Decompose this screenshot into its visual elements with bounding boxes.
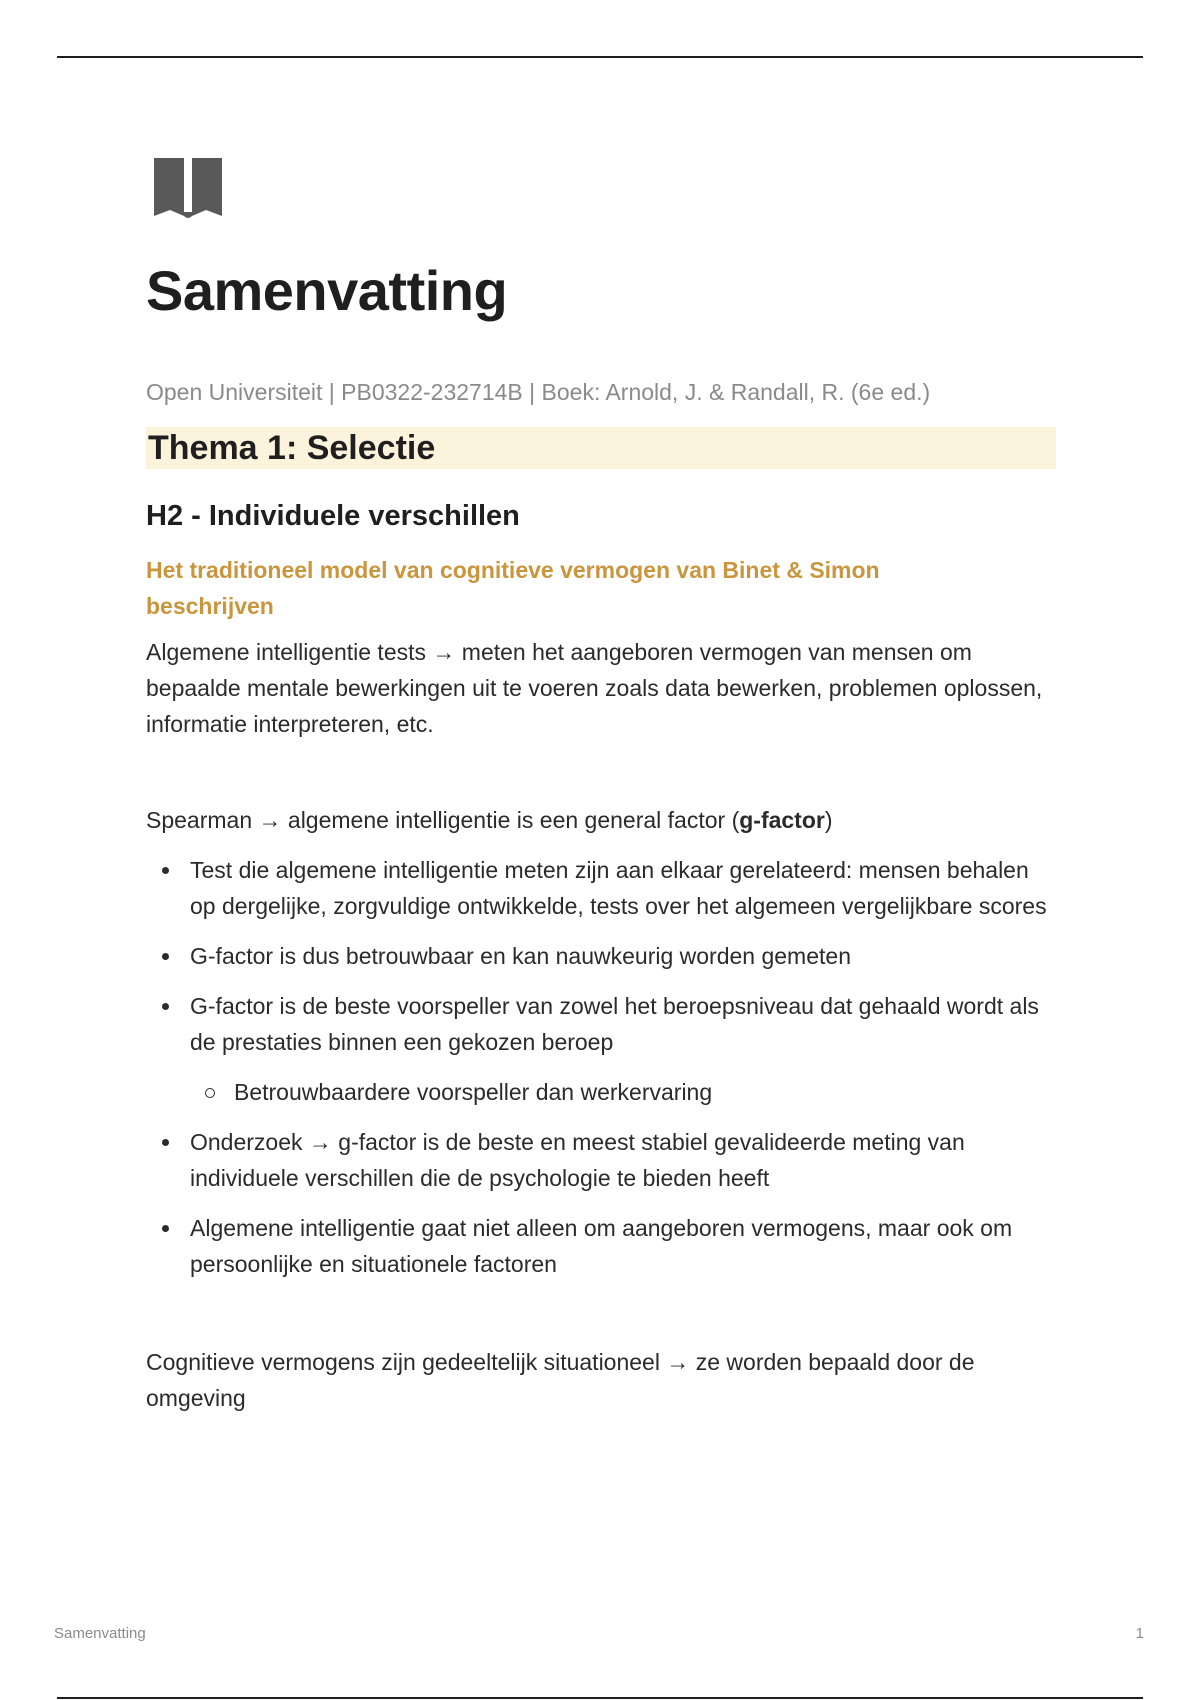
spacer <box>146 1296 1056 1344</box>
section-subheading: Het traditioneel model van cognitieve vermogen van Binet & Simon beschrijven <box>146 557 880 620</box>
document-content <box>146 150 1056 1416</box>
bottom-rule <box>57 1697 1143 1699</box>
bullet-list <box>146 852 1056 1282</box>
book-icon <box>148 150 228 230</box>
spearman-close: ) <box>824 807 833 834</box>
theme-heading: Thema 1: Selectie <box>146 427 1056 469</box>
list-item-with-sublist <box>146 988 1056 1110</box>
list-item: Test die algemene intelligentie meten zijn aan elkaar gerelateerd: mensen behalen op dergelijke, zorgvuldige ontwikkelde, tests over het algemeen vergelijkbare scores <box>146 852 1056 924</box>
page-subtitle: Open Universiteit | PB0322-232714B | Boek: Arnold, J. & Randall, R. (6e ed.) <box>146 378 931 405</box>
top-rule <box>57 56 1143 58</box>
footer-title: Samenvatting <box>54 1625 146 1642</box>
list-item: Onderzoek → g-factor is de beste en meest stabiel gevalideerde meting van individuele verschillen die de psychologie te bieden heeft <box>146 1124 1056 1196</box>
list-item: Algemene intelligentie gaat niet alleen om aangeboren vermogens, maar ook om persoonlijke en situationele factoren <box>146 1210 1056 1282</box>
intro-paragraph: Algemene intelligentie tests → meten het aangeboren vermogen van mensen om bepaalde mentale bewerkingen uit te voeren zoals data bewerken, problemen oplossen, informatie interpreteren, etc. <box>146 639 1043 738</box>
section-heading: H2 - Individuele verschillen <box>146 500 520 533</box>
sub-list-item: Betrouwbaardere voorspeller dan werkervaring <box>190 1074 1056 1110</box>
page-title: Samenvatting <box>146 259 508 322</box>
sub-bullet-list <box>190 1074 1056 1110</box>
footer-page-number: 1 <box>1135 1625 1144 1642</box>
spearman-text: Spearman → algemene intelligentie is een general factor ( <box>146 807 740 834</box>
list-item-text: G-factor is de beste voorspeller van zowel het beroepsniveau dat gehaald wordt als de prestaties binnen een gekozen beroep <box>190 993 1039 1056</box>
closing-paragraph: Cognitieve vermogens zijn gedeeltelijk situationeel → ze worden bepaald door de omgeving <box>146 1349 975 1412</box>
g-factor-term: g-factor <box>739 807 825 834</box>
spearman-paragraph <box>146 802 1056 838</box>
list-item: G-factor is dus betrouwbaar en kan nauwkeurig worden gemeten <box>146 938 1056 974</box>
spacer <box>146 742 1056 802</box>
